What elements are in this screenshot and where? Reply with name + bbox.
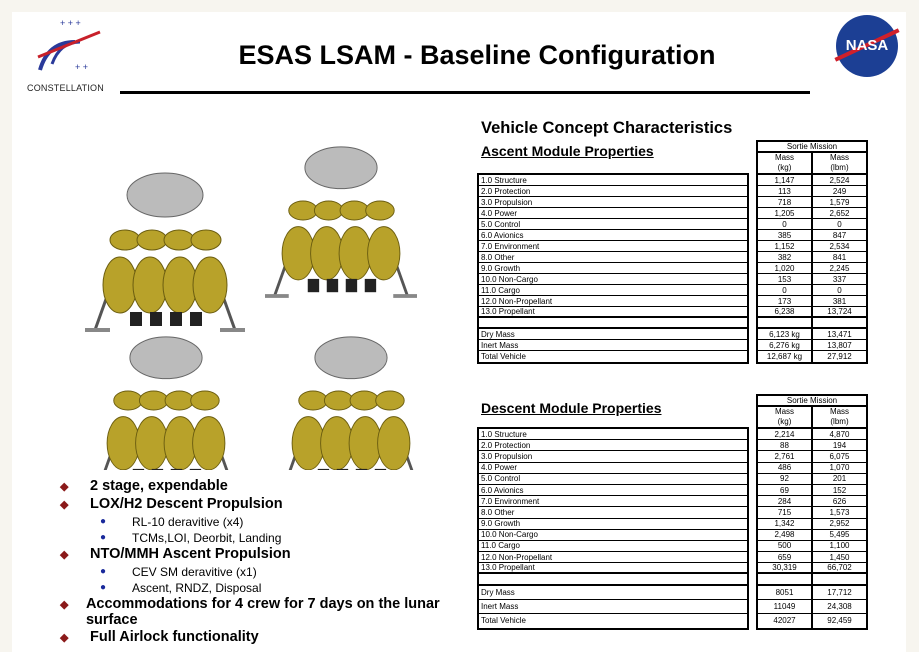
table-row-values bbox=[758, 351, 866, 362]
table-row bbox=[479, 474, 747, 485]
table-row-values bbox=[758, 586, 866, 600]
row-label: 1.0 Structure bbox=[481, 175, 527, 185]
lander-view-2 bbox=[265, 147, 417, 298]
mass-kg-cell: 173 bbox=[758, 296, 813, 306]
mass-kg-cell: 153 bbox=[758, 274, 813, 284]
mass-lbm-cell: 381 bbox=[832, 296, 847, 306]
mass-lbm-cell: 626 bbox=[832, 496, 847, 506]
svg-text:+ + +: + + + bbox=[60, 18, 81, 28]
sub-bullet-text: Ascent, RNDZ, Disposal bbox=[132, 581, 262, 595]
table-row bbox=[479, 252, 747, 263]
mass-lbm-cell: 2,245 bbox=[829, 263, 850, 273]
row-label: Inert Mass bbox=[481, 601, 519, 611]
row-label: 4.0 Power bbox=[481, 463, 518, 473]
mass-kg-cell: 1,147 bbox=[758, 175, 813, 185]
table-row-values bbox=[758, 530, 866, 541]
mass-kg-cell: 92 bbox=[758, 474, 813, 484]
sub-bullet-item bbox=[60, 530, 440, 546]
mass-kg-cell: 6,123 kg bbox=[758, 329, 813, 339]
table-row bbox=[479, 574, 747, 585]
table-row bbox=[479, 241, 747, 252]
mass-lbm-cell: 2,652 bbox=[829, 208, 850, 218]
table-row-values bbox=[758, 318, 866, 329]
table-row-values bbox=[758, 208, 866, 219]
mass-lbm-cell: 201 bbox=[832, 474, 847, 484]
row-label: 10.0 Non-Cargo bbox=[481, 274, 538, 284]
table-row bbox=[479, 429, 747, 440]
table-row bbox=[479, 530, 747, 541]
mass-kg-cell: 2,761 bbox=[758, 451, 813, 461]
row-label: 13.0 Propellant bbox=[481, 307, 535, 316]
descent-label-table bbox=[477, 427, 749, 630]
mass-kg-cell: 382 bbox=[758, 252, 813, 262]
table-row bbox=[479, 318, 747, 329]
row-label: 9.0 Growth bbox=[481, 263, 521, 273]
descent-col-header: Sortie Mission Mass (kg) Mass (lbm) bbox=[756, 394, 868, 429]
lander-view-1 bbox=[85, 173, 245, 332]
mass-lbm-cell: 2,952 bbox=[829, 519, 850, 529]
row-label: 11.0 Cargo bbox=[481, 541, 520, 551]
table-row bbox=[479, 285, 747, 296]
bullet-item bbox=[60, 496, 440, 513]
table-row-values bbox=[758, 274, 866, 285]
sub-bullet-text: TCMs,LOI, Deorbit, Landing bbox=[132, 531, 282, 545]
row-label: 2.0 Protection bbox=[481, 440, 531, 450]
mass-kg-cell: 385 bbox=[758, 230, 813, 240]
mass-kg-cell: 8051 bbox=[758, 586, 813, 599]
descent-title: Descent Module Properties bbox=[481, 400, 662, 416]
diamond-bullet-icon: ◆ bbox=[60, 632, 69, 644]
table-row-values bbox=[758, 252, 866, 263]
nasa-logo: NASA bbox=[836, 15, 898, 77]
table-row-values bbox=[758, 600, 866, 614]
row-label: 2.0 Protection bbox=[481, 186, 531, 196]
mass-lbm-cell: 1,579 bbox=[829, 197, 850, 207]
constellation-logo-text: CONSTELLATION bbox=[27, 83, 104, 93]
dot-bullet-icon: ● bbox=[100, 532, 107, 543]
table-row-values bbox=[758, 463, 866, 474]
table-row-values bbox=[758, 451, 866, 462]
mass-kg-cell: 284 bbox=[758, 496, 813, 506]
mass-lbm-cell: 0 bbox=[837, 219, 842, 229]
table-row-values bbox=[758, 296, 866, 307]
row-label: 13.0 Propellant bbox=[481, 563, 535, 573]
row-label: 11.0 Cargo bbox=[481, 285, 520, 295]
mass-kg-cell: 2,214 bbox=[758, 429, 813, 439]
bullet-text: NTO/MMH Ascent Propulsion bbox=[90, 546, 291, 562]
sub-bullet-text: RL-10 deravitive (x4) bbox=[132, 515, 244, 529]
mass-lbm-cell: 847 bbox=[832, 230, 847, 240]
table-row-values bbox=[758, 563, 866, 574]
mass-lbm-cell: 249 bbox=[832, 186, 847, 196]
ascent-col-header: Sortie Mission Mass (kg) Mass (lbm) bbox=[756, 140, 868, 175]
mass-kg-cell: 12,687 kg bbox=[758, 351, 813, 362]
table-row bbox=[479, 230, 747, 241]
dot-bullet-icon: ● bbox=[100, 582, 107, 593]
bullet-text: Full Airlock functionality bbox=[90, 629, 259, 645]
table-row-values bbox=[758, 197, 866, 208]
mass-kg-cell: 659 bbox=[758, 552, 813, 562]
descent-value-table bbox=[756, 427, 868, 630]
row-label: Total Vehicle bbox=[481, 352, 526, 361]
diamond-bullet-icon: ◆ bbox=[60, 481, 69, 493]
table-row-values bbox=[758, 519, 866, 530]
table-row-values bbox=[758, 230, 866, 241]
mass-kg-cell bbox=[758, 318, 813, 327]
lander-illustrations bbox=[75, 110, 445, 470]
dot-bullet-icon: ● bbox=[100, 516, 107, 527]
mass-kg-cell: 6,238 bbox=[758, 307, 813, 316]
table-row bbox=[479, 219, 747, 230]
mass-kg-cell: 486 bbox=[758, 463, 813, 473]
row-label: 6.0 Avionics bbox=[481, 230, 524, 240]
mass-lbm-cell: 5,495 bbox=[829, 530, 850, 540]
table-row-values bbox=[758, 219, 866, 230]
mass-lbm-cell: 2,534 bbox=[829, 241, 850, 251]
row-label: 3.0 Propulsion bbox=[481, 197, 533, 207]
row-label: 4.0 Power bbox=[481, 208, 518, 218]
table-row bbox=[479, 175, 747, 186]
mass-lbm-cell: 92,459 bbox=[827, 616, 852, 626]
mass-lbm-cell: 0 bbox=[837, 285, 842, 295]
mass-kg-cell: 500 bbox=[758, 541, 813, 551]
mass-lbm-cell: 24,308 bbox=[827, 601, 852, 611]
mass-lbm-cell: 337 bbox=[832, 274, 847, 284]
diamond-bullet-icon: ◆ bbox=[60, 549, 69, 561]
mass-kg-cell: 1,020 bbox=[758, 263, 813, 273]
table-row bbox=[479, 351, 747, 362]
row-label: 12.0 Non-Propellant bbox=[481, 296, 553, 306]
bullet-item bbox=[60, 478, 440, 495]
mass-lbm-cell: 1,070 bbox=[829, 463, 850, 473]
mass-lbm-cell: 17,712 bbox=[827, 587, 852, 597]
table-row-values bbox=[758, 474, 866, 485]
table-row bbox=[479, 614, 747, 628]
section-title: Vehicle Concept Characteristics bbox=[481, 119, 733, 137]
mass-kg-cell: 0 bbox=[758, 219, 813, 229]
bullet-text: 2 stage, expendable bbox=[90, 478, 228, 494]
table-row bbox=[479, 208, 747, 219]
row-label: 6.0 Avionics bbox=[481, 485, 524, 495]
row-label: Dry Mass bbox=[481, 329, 515, 339]
mass-lbm-cell: 6,075 bbox=[829, 451, 850, 461]
table-row-values bbox=[758, 263, 866, 274]
sub-bullet-text: CEV SM deravitive (x1) bbox=[132, 565, 257, 579]
table-row bbox=[479, 340, 747, 351]
row-label: 5.0 Control bbox=[481, 219, 521, 229]
table-row bbox=[479, 552, 747, 563]
mass-kg-cell: 69 bbox=[758, 485, 813, 495]
mass-lbm-cell: 27,912 bbox=[827, 352, 852, 361]
ascent-title: Ascent Module Properties bbox=[481, 143, 654, 159]
mass-kg-cell: 1,342 bbox=[758, 519, 813, 529]
table-row bbox=[479, 274, 747, 285]
mass-kg-cell: 2,498 bbox=[758, 530, 813, 540]
mass-lbm-cell: 4,870 bbox=[829, 429, 850, 439]
lander-view-4 bbox=[275, 337, 427, 470]
table-row bbox=[479, 586, 747, 600]
table-row-values bbox=[758, 552, 866, 563]
mass-kg-cell: 6,276 kg bbox=[758, 340, 813, 350]
row-label: 5.0 Control bbox=[481, 474, 521, 484]
row-label: 7.0 Environment bbox=[481, 496, 540, 506]
table-row bbox=[479, 485, 747, 496]
svg-text:+ +: + + bbox=[75, 62, 89, 72]
row-label: Inert Mass bbox=[481, 340, 519, 350]
bullet-item bbox=[60, 596, 440, 628]
row-label: 8.0 Other bbox=[481, 507, 515, 517]
bullet-item bbox=[60, 629, 440, 646]
mass-kg-cell: 42027 bbox=[758, 614, 813, 628]
table-row-values bbox=[758, 186, 866, 197]
table-row bbox=[479, 440, 747, 451]
table-row bbox=[479, 329, 747, 340]
bullet-item bbox=[60, 546, 440, 563]
table-row-values bbox=[758, 574, 866, 585]
mass-lbm-cell: 2,524 bbox=[829, 175, 850, 185]
table-row bbox=[479, 451, 747, 462]
table-row bbox=[479, 519, 747, 530]
mass-lbm-cell: 13,807 bbox=[827, 340, 852, 350]
row-label: 3.0 Propulsion bbox=[481, 451, 533, 461]
diamond-bullet-icon: ◆ bbox=[60, 599, 69, 611]
title-underline bbox=[120, 91, 810, 94]
lander-view-3 bbox=[90, 337, 242, 470]
table-row bbox=[479, 507, 747, 518]
mass-lbm-cell: 1,573 bbox=[829, 507, 850, 517]
table-row bbox=[479, 600, 747, 614]
table-row-values bbox=[758, 614, 866, 628]
table-row-values bbox=[758, 440, 866, 451]
bullet-text: Accommodations for 4 crew for 7 days on the lunar surface bbox=[85, 596, 440, 628]
mass-kg-cell: 113 bbox=[758, 186, 813, 196]
mass-kg-cell: 1,152 bbox=[758, 241, 813, 251]
mass-kg-cell: 715 bbox=[758, 507, 813, 517]
mass-kg-cell: 1,205 bbox=[758, 208, 813, 218]
mass-lbm-cell: 152 bbox=[832, 485, 847, 495]
row-label: 7.0 Environment bbox=[481, 241, 540, 251]
table-row-values bbox=[758, 307, 866, 318]
row-label: 8.0 Other bbox=[481, 252, 515, 262]
table-row-values bbox=[758, 541, 866, 552]
dot-bullet-icon: ● bbox=[100, 566, 107, 577]
mass-lbm-cell: 1,100 bbox=[829, 541, 850, 551]
table-row bbox=[479, 186, 747, 197]
bullet-text: LOX/H2 Descent Propulsion bbox=[90, 496, 283, 512]
table-row-values bbox=[758, 485, 866, 496]
mass-kg-cell: 30,319 bbox=[758, 563, 813, 572]
table-row bbox=[479, 197, 747, 208]
mass-kg-cell: 718 bbox=[758, 197, 813, 207]
ascent-label-table bbox=[477, 173, 749, 364]
diamond-bullet-icon: ◆ bbox=[60, 499, 69, 511]
sub-bullet-item bbox=[60, 514, 440, 530]
mass-lbm-cell: 1,450 bbox=[829, 552, 850, 562]
feature-list bbox=[60, 478, 440, 647]
table-row-values bbox=[758, 429, 866, 440]
row-label: 9.0 Growth bbox=[481, 519, 521, 529]
sub-bullet-item bbox=[60, 580, 440, 596]
table-row-values bbox=[758, 496, 866, 507]
table-row bbox=[479, 463, 747, 474]
row-label: Total Vehicle bbox=[481, 616, 526, 626]
row-label: Dry Mass bbox=[481, 587, 515, 597]
ascent-value-table bbox=[756, 173, 868, 364]
mass-kg-cell: 11049 bbox=[758, 600, 813, 613]
mass-lbm-cell: 841 bbox=[832, 252, 847, 262]
mass-kg-cell: 0 bbox=[758, 285, 813, 295]
table-row-values bbox=[758, 285, 866, 296]
mass-lbm-cell: 66,702 bbox=[827, 563, 852, 573]
table-row-values bbox=[758, 507, 866, 518]
mass-kg-cell bbox=[758, 574, 813, 583]
mass-lbm-cell: 13,724 bbox=[827, 307, 852, 316]
mass-lbm-cell: 13,471 bbox=[827, 329, 852, 339]
mass-lbm-cell: 194 bbox=[832, 440, 847, 450]
table-row-values bbox=[758, 340, 866, 351]
table-row-values bbox=[758, 241, 866, 252]
table-row bbox=[479, 296, 747, 307]
mass-kg-cell: 88 bbox=[758, 440, 813, 450]
row-label: 10.0 Non-Cargo bbox=[481, 530, 538, 540]
table-row-values bbox=[758, 175, 866, 186]
table-row bbox=[479, 496, 747, 507]
table-row bbox=[479, 541, 747, 552]
sub-bullet-item bbox=[60, 564, 440, 580]
table-row bbox=[479, 307, 747, 318]
page-title: ESAS LSAM - Baseline Configuration bbox=[238, 40, 716, 70]
table-row-values bbox=[758, 329, 866, 340]
table-row bbox=[479, 563, 747, 574]
row-label: 1.0 Structure bbox=[481, 429, 527, 439]
table-row bbox=[479, 263, 747, 274]
row-label: 12.0 Non-Propellant bbox=[481, 552, 553, 562]
